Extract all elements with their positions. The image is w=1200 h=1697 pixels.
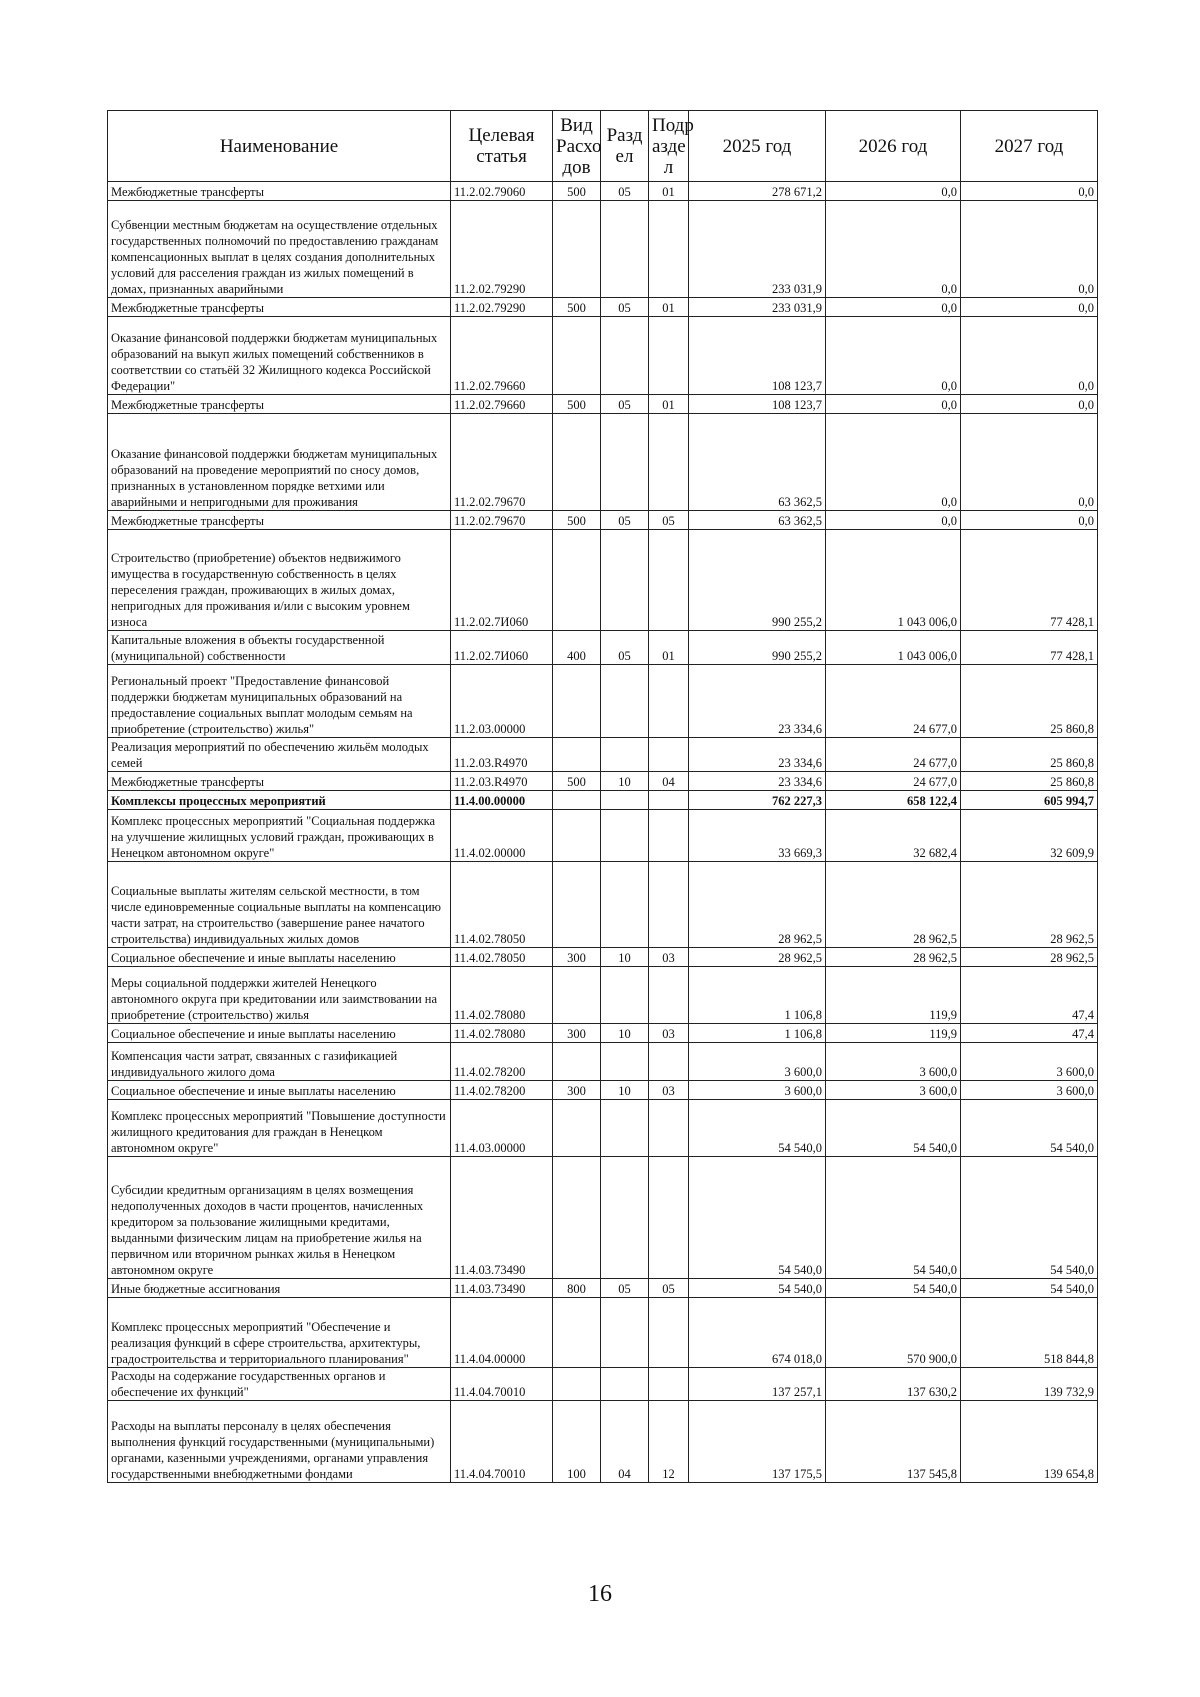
cell-name: Социальное обеспечение и иные выплаты населению <box>108 948 451 967</box>
cell-name: Иные бюджетные ассигнования <box>108 1279 451 1298</box>
cell-expense-type <box>553 414 601 511</box>
cell-name: Межбюджетные трансферты <box>108 511 451 530</box>
cell-year-2027: 3 600,0 <box>961 1043 1098 1081</box>
header-section: Разд ел <box>601 111 649 182</box>
cell-year-2026: 119,9 <box>826 1024 961 1043</box>
cell-section: 05 <box>601 511 649 530</box>
cell-subsection: 12 <box>649 1401 689 1483</box>
cell-section: 04 <box>601 1401 649 1483</box>
table-row <box>108 948 1098 967</box>
cell-section: 05 <box>601 1279 649 1298</box>
table-header-row <box>108 111 1098 182</box>
cell-subsection <box>649 791 689 810</box>
cell-year-2025: 33 669,3 <box>689 810 826 862</box>
cell-year-2025: 990 255,2 <box>689 631 826 665</box>
cell-target-article: 11.4.02.78080 <box>451 967 553 1024</box>
cell-subsection <box>649 414 689 511</box>
cell-subsection: 01 <box>649 182 689 201</box>
cell-name: Межбюджетные трансферты <box>108 772 451 791</box>
cell-section: 10 <box>601 1081 649 1100</box>
header-expense-type: Вид Расхо дов <box>553 111 601 182</box>
cell-section: 10 <box>601 772 649 791</box>
cell-year-2027: 47,4 <box>961 967 1098 1024</box>
cell-section <box>601 1100 649 1157</box>
cell-expense-type <box>553 1368 601 1401</box>
cell-name: Компенсация части затрат, связанных с газификацией индивидуального жилого дома <box>108 1043 451 1081</box>
table-row <box>108 1024 1098 1043</box>
cell-year-2027: 32 609,9 <box>961 810 1098 862</box>
cell-year-2026: 54 540,0 <box>826 1279 961 1298</box>
cell-year-2025: 1 106,8 <box>689 1024 826 1043</box>
cell-target-article: 11.4.03.73490 <box>451 1279 553 1298</box>
cell-name: Межбюджетные трансферты <box>108 298 451 317</box>
cell-target-article: 11.2.02.79290 <box>451 201 553 298</box>
cell-target-article: 11.4.02.78200 <box>451 1081 553 1100</box>
cell-year-2027: 518 844,8 <box>961 1298 1098 1368</box>
cell-subsection: 03 <box>649 1024 689 1043</box>
cell-name: Субсидии кредитным организациям в целях возмещения недополученных доходов в части процентов, начисленных кредитором за пользование жилищными кредитами, выданными физическим лицам на приобретение жилья на первичном или вторичном рынках жилья в Ненецком автономном округе <box>108 1157 451 1279</box>
cell-expense-type: 400 <box>553 631 601 665</box>
cell-expense-type <box>553 665 601 738</box>
cell-target-article: 11.2.02.7И060 <box>451 530 553 631</box>
cell-target-article: 11.2.02.79670 <box>451 511 553 530</box>
cell-year-2026: 137 630,2 <box>826 1368 961 1401</box>
table-row <box>108 1100 1098 1157</box>
cell-year-2026: 24 677,0 <box>826 738 961 772</box>
cell-subsection: 01 <box>649 631 689 665</box>
cell-expense-type <box>553 738 601 772</box>
cell-name: Социальные выплаты жителям сельской местности, в том числе единовременные социальные выплаты на компенсацию части затрат, на строительство (завершение ранее начатого строительства) индивидуальных жилых домов <box>108 862 451 948</box>
cell-target-article: 11.4.02.78200 <box>451 1043 553 1081</box>
cell-name: Капитальные вложения в объекты государственной (муниципальной) собственности <box>108 631 451 665</box>
table-row <box>108 530 1098 631</box>
cell-year-2025: 63 362,5 <box>689 511 826 530</box>
cell-year-2027: 47,4 <box>961 1024 1098 1043</box>
cell-year-2027: 0,0 <box>961 201 1098 298</box>
cell-year-2027: 25 860,8 <box>961 738 1098 772</box>
cell-year-2025: 54 540,0 <box>689 1157 826 1279</box>
cell-name: Комплекс процессных мероприятий "Социальная поддержка на улучшение жилищных условий граждан, проживающих в Ненецком автономном округе" <box>108 810 451 862</box>
page-number: 16 <box>588 1581 612 1607</box>
cell-year-2025: 108 123,7 <box>689 395 826 414</box>
cell-section <box>601 967 649 1024</box>
cell-year-2025: 54 540,0 <box>689 1279 826 1298</box>
cell-year-2026: 28 962,5 <box>826 948 961 967</box>
cell-name: Субвенции местным бюджетам на осуществление отдельных государственных полномочий по предоставлению гражданам компенсационных выплат в целях создания дополнительных условий для расселения граждан из жилых помещений в домах, признанных аварийными <box>108 201 451 298</box>
cell-year-2025: 28 962,5 <box>689 948 826 967</box>
table-row <box>108 810 1098 862</box>
header-name: Наименование <box>108 111 451 182</box>
table-row <box>108 395 1098 414</box>
table-row <box>108 862 1098 948</box>
cell-section <box>601 201 649 298</box>
cell-year-2026: 570 900,0 <box>826 1298 961 1368</box>
cell-name: Межбюджетные трансферты <box>108 182 451 201</box>
cell-name: Комплексы процессных мероприятий <box>108 791 451 810</box>
cell-year-2026: 0,0 <box>826 317 961 395</box>
cell-name: Расходы на выплаты персоналу в целях обеспечения выполнения функций государственными (муниципальными) органами, казенными учреждениями, органами управления государственными внебюджетными фондами <box>108 1401 451 1483</box>
table-row <box>108 414 1098 511</box>
cell-year-2026: 28 962,5 <box>826 862 961 948</box>
cell-year-2026: 54 540,0 <box>826 1157 961 1279</box>
cell-expense-type <box>553 791 601 810</box>
cell-name: Строительство (приобретение) объектов недвижимого имущества в государственную собственность в целях переселения граждан, проживающих в жилых домах, непригодных для проживания и/или с высоким уровнем износа <box>108 530 451 631</box>
cell-year-2025: 674 018,0 <box>689 1298 826 1368</box>
table-row <box>108 1401 1098 1483</box>
cell-year-2025: 3 600,0 <box>689 1081 826 1100</box>
table-row <box>108 738 1098 772</box>
cell-section: 05 <box>601 182 649 201</box>
cell-expense-type: 300 <box>553 1024 601 1043</box>
cell-expense-type: 500 <box>553 772 601 791</box>
cell-year-2027: 77 428,1 <box>961 530 1098 631</box>
cell-year-2027: 54 540,0 <box>961 1157 1098 1279</box>
cell-section <box>601 791 649 810</box>
cell-section: 10 <box>601 1024 649 1043</box>
cell-year-2027: 0,0 <box>961 414 1098 511</box>
table-row <box>108 1279 1098 1298</box>
cell-year-2025: 108 123,7 <box>689 317 826 395</box>
table-row <box>108 791 1098 810</box>
cell-target-article: 11.2.02.79290 <box>451 298 553 317</box>
table-row <box>108 1368 1098 1401</box>
cell-expense-type: 800 <box>553 1279 601 1298</box>
cell-section: 05 <box>601 631 649 665</box>
cell-year-2025: 233 031,9 <box>689 201 826 298</box>
cell-target-article: 11.4.02.78080 <box>451 1024 553 1043</box>
cell-year-2027: 25 860,8 <box>961 665 1098 738</box>
cell-year-2026: 24 677,0 <box>826 665 961 738</box>
cell-target-article: 11.4.03.73490 <box>451 1157 553 1279</box>
cell-year-2027: 605 994,7 <box>961 791 1098 810</box>
cell-expense-type <box>553 1298 601 1368</box>
cell-year-2027: 0,0 <box>961 395 1098 414</box>
cell-expense-type <box>553 317 601 395</box>
cell-target-article: 11.2.03.R4970 <box>451 738 553 772</box>
cell-section <box>601 1157 649 1279</box>
cell-section: 05 <box>601 395 649 414</box>
cell-subsection: 01 <box>649 298 689 317</box>
table-row <box>108 317 1098 395</box>
cell-section <box>601 530 649 631</box>
cell-year-2026: 0,0 <box>826 414 961 511</box>
cell-expense-type: 100 <box>553 1401 601 1483</box>
cell-year-2025: 28 962,5 <box>689 862 826 948</box>
cell-year-2025: 278 671,2 <box>689 182 826 201</box>
header-target-article: Целевая статья <box>451 111 553 182</box>
cell-name: Оказание финансовой поддержки бюджетам муниципальных образований на выкуп жилых помещений собственников в соответствии со статьёй 32 Жилищного кодекса Российской Федерации" <box>108 317 451 395</box>
header-subsection: Подр азде л <box>649 111 689 182</box>
table-row <box>108 201 1098 298</box>
cell-year-2027: 139 732,9 <box>961 1368 1098 1401</box>
cell-year-2026: 0,0 <box>826 298 961 317</box>
cell-year-2027: 0,0 <box>961 182 1098 201</box>
cell-target-article: 11.4.00.00000 <box>451 791 553 810</box>
cell-target-article: 11.2.02.79670 <box>451 414 553 511</box>
cell-year-2025: 1 106,8 <box>689 967 826 1024</box>
cell-year-2026: 0,0 <box>826 511 961 530</box>
cell-subsection <box>649 810 689 862</box>
cell-target-article: 11.2.02.7И060 <box>451 631 553 665</box>
cell-year-2026: 1 043 006,0 <box>826 631 961 665</box>
cell-expense-type: 500 <box>553 511 601 530</box>
cell-target-article: 11.2.02.79660 <box>451 317 553 395</box>
cell-section <box>601 1298 649 1368</box>
cell-section <box>601 665 649 738</box>
cell-year-2027: 3 600,0 <box>961 1081 1098 1100</box>
cell-section: 10 <box>601 948 649 967</box>
cell-year-2026: 658 122,4 <box>826 791 961 810</box>
cell-name: Расходы на содержание государственных органов и обеспечение их функций" <box>108 1368 451 1401</box>
table-row <box>108 967 1098 1024</box>
table-body <box>108 182 1098 1483</box>
table-row <box>108 1081 1098 1100</box>
cell-year-2027: 139 654,8 <box>961 1401 1098 1483</box>
cell-expense-type <box>553 201 601 298</box>
cell-section <box>601 738 649 772</box>
cell-expense-type: 500 <box>553 395 601 414</box>
cell-name: Региональный проект "Предоставление финансовой поддержки бюджетам муниципальных образований на предоставление социальных выплат молодым семьям на приобретение (строительство) жилья" <box>108 665 451 738</box>
cell-expense-type <box>553 1043 601 1081</box>
cell-year-2027: 0,0 <box>961 511 1098 530</box>
cell-target-article: 11.4.04.00000 <box>451 1298 553 1368</box>
cell-subsection <box>649 1043 689 1081</box>
cell-target-article: 11.2.02.79060 <box>451 182 553 201</box>
cell-year-2027: 0,0 <box>961 298 1098 317</box>
cell-year-2027: 28 962,5 <box>961 948 1098 967</box>
table-row <box>108 1298 1098 1368</box>
cell-year-2026: 54 540,0 <box>826 1100 961 1157</box>
cell-target-article: 11.4.02.78050 <box>451 862 553 948</box>
header-year-2027: 2027 год <box>961 111 1098 182</box>
cell-year-2026: 119,9 <box>826 967 961 1024</box>
cell-year-2025: 23 334,6 <box>689 738 826 772</box>
cell-subsection <box>649 317 689 395</box>
cell-target-article: 11.4.04.70010 <box>451 1368 553 1401</box>
cell-target-article: 11.2.03.00000 <box>451 665 553 738</box>
cell-year-2027: 25 860,8 <box>961 772 1098 791</box>
table-row <box>108 298 1098 317</box>
cell-name: Меры социальной поддержки жителей Ненецкого автономного округа при кредитовании или заимствовании на приобретение (строительство) жилья <box>108 967 451 1024</box>
cell-expense-type <box>553 862 601 948</box>
cell-subsection <box>649 1368 689 1401</box>
cell-year-2026: 3 600,0 <box>826 1081 961 1100</box>
cell-section <box>601 1368 649 1401</box>
cell-year-2025: 63 362,5 <box>689 414 826 511</box>
cell-target-article: 11.4.03.00000 <box>451 1100 553 1157</box>
cell-name: Оказание финансовой поддержки бюджетам муниципальных образований на проведение мероприятий по сносу домов, признанных в установленном порядке ветхими или аварийными и непригодными для проживания <box>108 414 451 511</box>
cell-year-2025: 23 334,6 <box>689 665 826 738</box>
cell-section <box>601 317 649 395</box>
cell-section <box>601 414 649 511</box>
header-year-2025: 2025 год <box>689 111 826 182</box>
cell-target-article: 11.4.04.70010 <box>451 1401 553 1483</box>
cell-year-2025: 137 175,5 <box>689 1401 826 1483</box>
cell-name: Социальное обеспечение и иные выплаты населению <box>108 1081 451 1100</box>
table-row <box>108 665 1098 738</box>
cell-subsection: 05 <box>649 1279 689 1298</box>
cell-subsection <box>649 1100 689 1157</box>
cell-expense-type <box>553 530 601 631</box>
cell-year-2026: 24 677,0 <box>826 772 961 791</box>
cell-expense-type <box>553 967 601 1024</box>
cell-year-2027: 54 540,0 <box>961 1279 1098 1298</box>
cell-year-2027: 28 962,5 <box>961 862 1098 948</box>
cell-year-2026: 0,0 <box>826 395 961 414</box>
cell-year-2025: 137 257,1 <box>689 1368 826 1401</box>
cell-target-article: 11.2.02.79660 <box>451 395 553 414</box>
budget-table <box>107 110 1098 1483</box>
cell-subsection <box>649 1157 689 1279</box>
cell-year-2027: 0,0 <box>961 317 1098 395</box>
cell-target-article: 11.2.03.R4970 <box>451 772 553 791</box>
cell-subsection <box>649 201 689 298</box>
table-row <box>108 182 1098 201</box>
cell-section <box>601 862 649 948</box>
cell-subsection: 01 <box>649 395 689 414</box>
cell-name: Межбюджетные трансферты <box>108 395 451 414</box>
cell-subsection: 03 <box>649 1081 689 1100</box>
cell-year-2026: 137 545,8 <box>826 1401 961 1483</box>
cell-year-2027: 54 540,0 <box>961 1100 1098 1157</box>
cell-subsection: 04 <box>649 772 689 791</box>
cell-year-2026: 0,0 <box>826 201 961 298</box>
header-year-2026: 2026 год <box>826 111 961 182</box>
cell-year-2026: 32 682,4 <box>826 810 961 862</box>
cell-year-2025: 54 540,0 <box>689 1100 826 1157</box>
cell-name: Комплекс процессных мероприятий "Обеспечение и реализация функций в сфере строительства, архитектуры, градостроительства и территориального планирования" <box>108 1298 451 1368</box>
cell-expense-type: 500 <box>553 182 601 201</box>
cell-section: 05 <box>601 298 649 317</box>
cell-section <box>601 1043 649 1081</box>
cell-year-2027: 77 428,1 <box>961 631 1098 665</box>
cell-year-2025: 233 031,9 <box>689 298 826 317</box>
cell-expense-type <box>553 1100 601 1157</box>
table-row <box>108 1043 1098 1081</box>
cell-name: Реализация мероприятий по обеспечению жильём молодых семей <box>108 738 451 772</box>
cell-year-2026: 1 043 006,0 <box>826 530 961 631</box>
cell-target-article: 11.4.02.78050 <box>451 948 553 967</box>
cell-year-2026: 0,0 <box>826 182 961 201</box>
cell-expense-type <box>553 810 601 862</box>
cell-name: Комплекс процессных мероприятий "Повышение доступности жилищного кредитования для граждан в Ненецком автономном округе" <box>108 1100 451 1157</box>
cell-year-2025: 762 227,3 <box>689 791 826 810</box>
cell-name: Социальное обеспечение и иные выплаты населению <box>108 1024 451 1043</box>
cell-subsection: 03 <box>649 948 689 967</box>
cell-year-2025: 990 255,2 <box>689 530 826 631</box>
cell-expense-type: 500 <box>553 298 601 317</box>
table-row <box>108 1157 1098 1279</box>
cell-target-article: 11.4.02.00000 <box>451 810 553 862</box>
cell-subsection: 05 <box>649 511 689 530</box>
cell-subsection <box>649 738 689 772</box>
cell-subsection <box>649 862 689 948</box>
table-row <box>108 631 1098 665</box>
cell-subsection <box>649 665 689 738</box>
cell-subsection <box>649 1298 689 1368</box>
table-row <box>108 772 1098 791</box>
cell-expense-type <box>553 1157 601 1279</box>
cell-year-2025: 23 334,6 <box>689 772 826 791</box>
cell-year-2026: 3 600,0 <box>826 1043 961 1081</box>
table-row <box>108 511 1098 530</box>
cell-section <box>601 810 649 862</box>
cell-expense-type: 300 <box>553 948 601 967</box>
cell-subsection <box>649 967 689 1024</box>
cell-year-2025: 3 600,0 <box>689 1043 826 1081</box>
cell-expense-type: 300 <box>553 1081 601 1100</box>
cell-subsection <box>649 530 689 631</box>
